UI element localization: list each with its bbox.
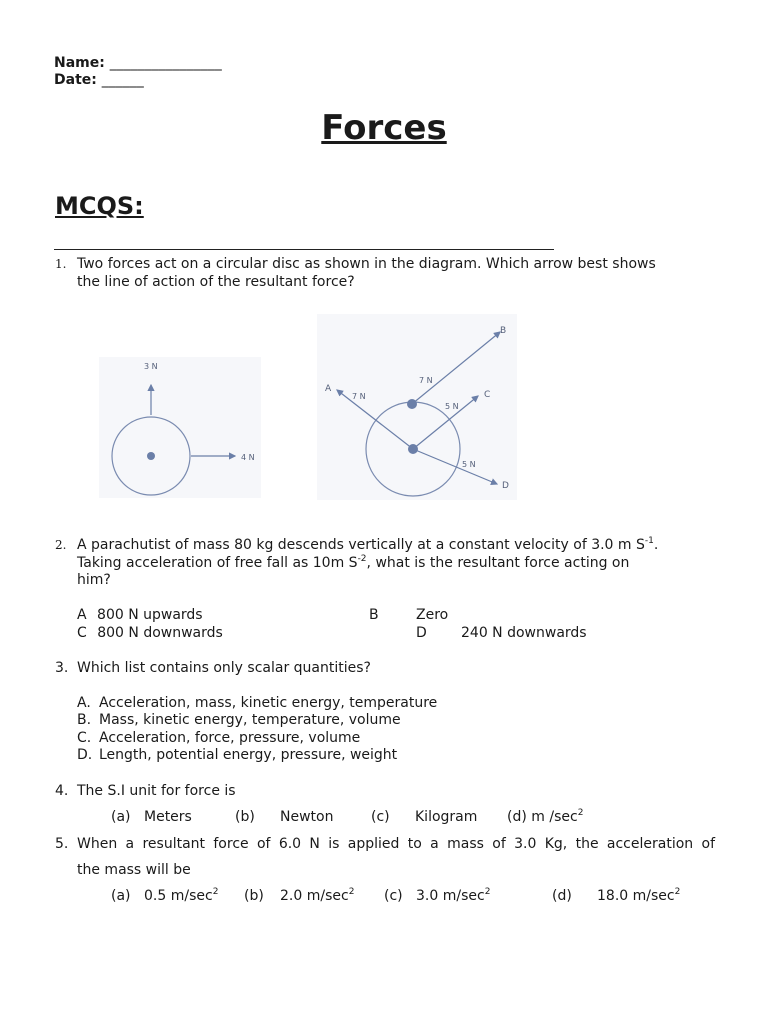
q3-text: Which list contains only scalar quantities? bbox=[77, 660, 371, 676]
force-up-label: 3 N bbox=[144, 362, 158, 371]
q2-line1-text: A parachutist of mass 80 kg descends vertically at a constant velocity of 3.0 m S bbox=[77, 537, 645, 553]
q3-number: 3. bbox=[55, 660, 69, 676]
option-letter: (a) bbox=[111, 888, 131, 904]
option-letter: B. bbox=[77, 712, 92, 728]
option-letter: (d) bbox=[552, 888, 572, 904]
q5-option-b bbox=[244, 887, 355, 905]
q2-line2-end: , what is the resultant force acting on bbox=[366, 555, 630, 571]
q2-text-line2 bbox=[77, 554, 629, 572]
q4-option-b bbox=[235, 808, 334, 826]
option-letter: A. bbox=[77, 695, 91, 711]
option-text: Newton bbox=[280, 809, 334, 825]
q2-number: 2. bbox=[55, 538, 67, 552]
option-exponent: 2 bbox=[212, 887, 219, 897]
option-text: Length, potential energy, pressure, weight bbox=[99, 747, 398, 763]
force-b-label: 7 N bbox=[419, 376, 433, 385]
q2-line1-end: . bbox=[653, 537, 659, 553]
option-text: Zero bbox=[416, 607, 449, 623]
disc-center-dot bbox=[147, 452, 155, 460]
option-text: 2.0 m/sec bbox=[280, 888, 349, 904]
option-text: 240 N downwards bbox=[461, 625, 587, 641]
q5-number: 5. bbox=[55, 836, 69, 852]
option-letter: (d) bbox=[507, 809, 527, 825]
q4-option-d bbox=[507, 808, 583, 826]
option-letter: (c) bbox=[384, 888, 403, 904]
q1-number: 1. bbox=[55, 257, 67, 271]
option-letter: B bbox=[369, 607, 379, 623]
option-exponent: 2 bbox=[577, 808, 584, 818]
page-title: Forces bbox=[321, 108, 447, 148]
q5-text-line2: the mass will be bbox=[77, 862, 191, 878]
option-exponent: 2 bbox=[674, 887, 681, 897]
option-text: 800 N downwards bbox=[97, 625, 223, 641]
section-heading: MCQS: bbox=[55, 192, 144, 220]
option-exponent: 2 bbox=[484, 887, 491, 897]
option-text: 3.0 m/sec bbox=[416, 888, 485, 904]
q1-disc-diagram-forces bbox=[95, 355, 265, 500]
figure-background bbox=[99, 357, 261, 498]
q1-resultant-options-diagram bbox=[315, 312, 520, 502]
q5-option-c bbox=[384, 887, 491, 905]
option-text: 800 N upwards bbox=[97, 607, 203, 623]
name-label: Name: bbox=[54, 55, 105, 71]
force-right-label: 4 N bbox=[241, 453, 255, 462]
q3-option-b bbox=[77, 711, 401, 729]
divider bbox=[54, 249, 554, 250]
name-blank: ________________ bbox=[109, 55, 222, 71]
q1-text-line2: the line of action of the resultant force? bbox=[77, 274, 355, 290]
q3-option-d bbox=[77, 746, 398, 764]
option-text: Meters bbox=[144, 809, 192, 825]
option-letter: (b) bbox=[235, 809, 255, 825]
label-a: A bbox=[325, 384, 332, 394]
q4-option-c bbox=[371, 808, 478, 826]
name-field bbox=[54, 55, 222, 71]
option-text: 0.5 m/sec bbox=[144, 888, 213, 904]
label-b: B bbox=[500, 326, 507, 336]
date-label: Date: bbox=[54, 72, 97, 88]
option-letter: (a) bbox=[111, 809, 131, 825]
q2-option-c bbox=[77, 624, 223, 642]
q3-option-c bbox=[77, 729, 361, 747]
q5-option-a bbox=[111, 887, 219, 905]
q2-line2-exponent: -2 bbox=[357, 554, 367, 564]
option-letter: C. bbox=[77, 730, 92, 746]
q2-text-line1 bbox=[77, 536, 658, 554]
q5-option-d bbox=[552, 887, 681, 905]
q5-text-line1: When a resultant force of 6.0 N is applied to a mass of 3.0 Kg, the acceleration of bbox=[77, 836, 715, 852]
option-letter: A bbox=[77, 607, 87, 623]
option-letter: (c) bbox=[371, 809, 390, 825]
q2-option-b bbox=[369, 606, 449, 624]
q4-option-a bbox=[111, 808, 192, 826]
option-text: Mass, kinetic energy, temperature, volume bbox=[99, 712, 401, 728]
option-text: Kilogram bbox=[415, 809, 478, 825]
label-c: C bbox=[484, 390, 491, 400]
q2-text-line3: him? bbox=[77, 572, 111, 588]
force-c-label: 5 N bbox=[445, 402, 459, 411]
option-letter: D bbox=[416, 625, 427, 641]
label-d: D bbox=[502, 481, 509, 491]
force-a-label: 7 N bbox=[352, 392, 366, 401]
q3-option-a bbox=[77, 694, 438, 712]
q1-text-line1: Two forces act on a circular disc as shown in the diagram. Which arrow best shows bbox=[77, 256, 656, 272]
option-exponent: 2 bbox=[348, 887, 355, 897]
force-d-label: 5 N bbox=[462, 460, 476, 469]
option-letter: D. bbox=[77, 747, 93, 763]
q2-line1-exponent: -1 bbox=[644, 536, 654, 546]
option-text: 18.0 m/sec bbox=[597, 888, 675, 904]
q2-option-a bbox=[77, 606, 203, 624]
option-text: m /sec bbox=[531, 809, 578, 825]
q2-line2-text: Taking acceleration of free fall as 10m S bbox=[77, 555, 358, 571]
q4-text: The S.I unit for force is bbox=[77, 783, 236, 799]
date-field bbox=[54, 72, 144, 88]
option-letter: (b) bbox=[244, 888, 264, 904]
date-blank: ______ bbox=[101, 72, 144, 88]
q2-option-d bbox=[416, 624, 587, 642]
option-letter: C bbox=[77, 625, 87, 641]
option-text: Acceleration, mass, kinetic energy, temperature bbox=[99, 695, 438, 711]
option-text: Acceleration, force, pressure, volume bbox=[99, 730, 361, 746]
q4-number: 4. bbox=[55, 783, 69, 799]
